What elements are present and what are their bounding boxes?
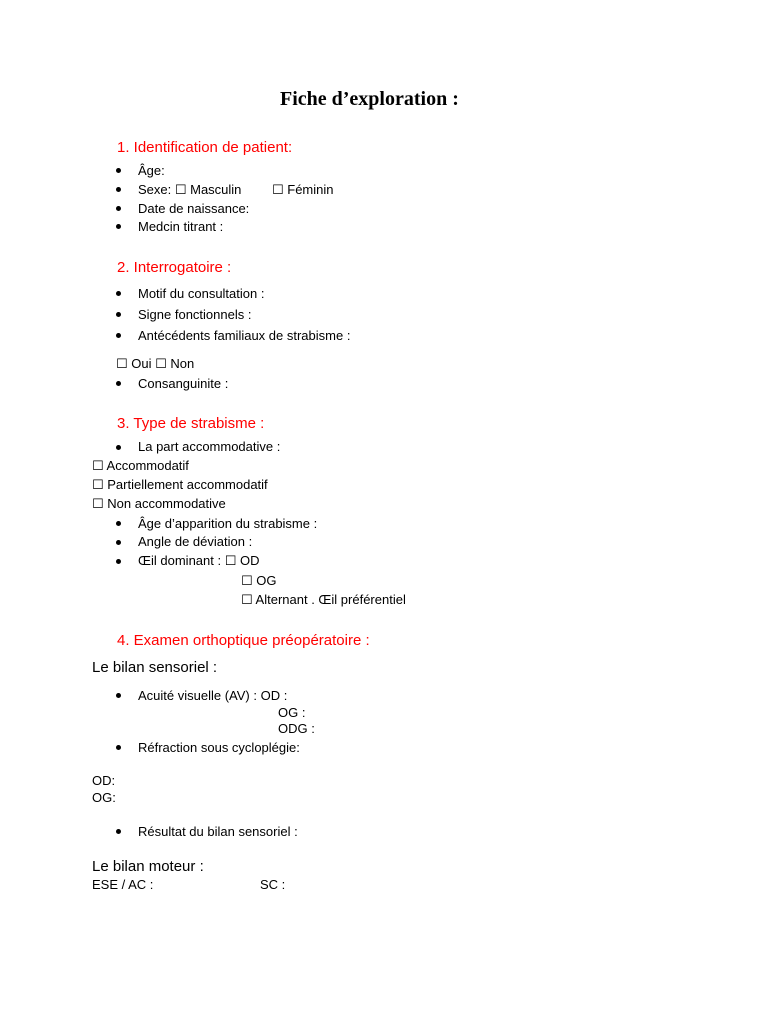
bullet [116,381,121,386]
field-od: OD: [92,773,116,788]
bullet [116,559,121,564]
bullet [116,206,121,211]
bullet [116,312,121,317]
section-1-heading: 1. Identification de patient: [117,139,293,156]
field-og: OG: [92,790,116,805]
bullet [116,291,121,296]
field-date-naissance: Date de naissance: [138,201,250,216]
field-resultat: Résultat du bilan sensoriel : [138,824,298,839]
subheading-bilan-sensoriel: Le bilan sensoriel : [92,659,218,676]
bullet [116,445,121,450]
field-angle: Angle de déviation : [138,534,253,549]
field-acuite-od: Acuité visuelle (AV) : OD : [138,688,288,703]
field-acuite-odg: ODG : [278,721,315,736]
subheading-bilan-moteur: Le bilan moteur : [92,858,204,875]
bullet [116,187,121,192]
checkbox-oeil-og[interactable]: ☐ OG [241,573,277,588]
section-4-heading: 4. Examen orthoptique préopératoire : [117,632,370,649]
bullet [116,224,121,229]
field-age: Âge: [138,163,165,178]
field-motif: Motif du consultation : [138,286,265,301]
bullet [116,168,121,173]
section-2-heading: 2. Interrogatoire : [117,259,232,276]
field-medecin: Medcin titrant : [138,219,224,234]
field-acuite-og: OG : [278,705,306,720]
field-consanguinite: Consanguinite : [138,376,229,391]
field-part-accommodative: La part accommodative : [138,439,281,454]
field-age-apparition: Âge d’apparition du strabisme : [138,516,318,531]
checkbox-accommodatif[interactable]: ☐ Accommodatif [92,458,189,473]
checkbox-oeil-od[interactable]: Œil dominant : ☐ OD [138,553,260,568]
bullet [116,540,121,545]
section-3-heading: 3. Type de strabisme : [117,415,265,432]
bullet [116,829,121,834]
bullet [116,693,121,698]
field-refraction: Réfraction sous cycloplégie: [138,740,300,755]
checkbox-partiellement[interactable]: ☐ Partiellement accommodatif [92,477,268,492]
checkbox-feminin[interactable]: ☐ Féminin [272,182,334,197]
field-sexe[interactable]: Sexe: ☐ Masculin [138,182,242,197]
checkbox-oui-non[interactable]: ☐ Oui ☐ Non [116,356,195,371]
field-signe: Signe fonctionnels : [138,307,252,322]
page-title: Fiche d’exploration : [280,88,459,110]
checkbox-non-accommodative[interactable]: ☐ Non accommodative [92,496,226,511]
checkbox-alternant[interactable]: ☐ Alternant . Œil préférentiel [241,592,406,607]
field-antecedents: Antécédents familiaux de strabisme : [138,328,351,343]
field-sc: SC : [260,877,286,892]
bullet [116,745,121,750]
field-ese-ac: ESE / AC : [92,877,154,892]
bullet [116,333,121,338]
bullet [116,521,121,526]
